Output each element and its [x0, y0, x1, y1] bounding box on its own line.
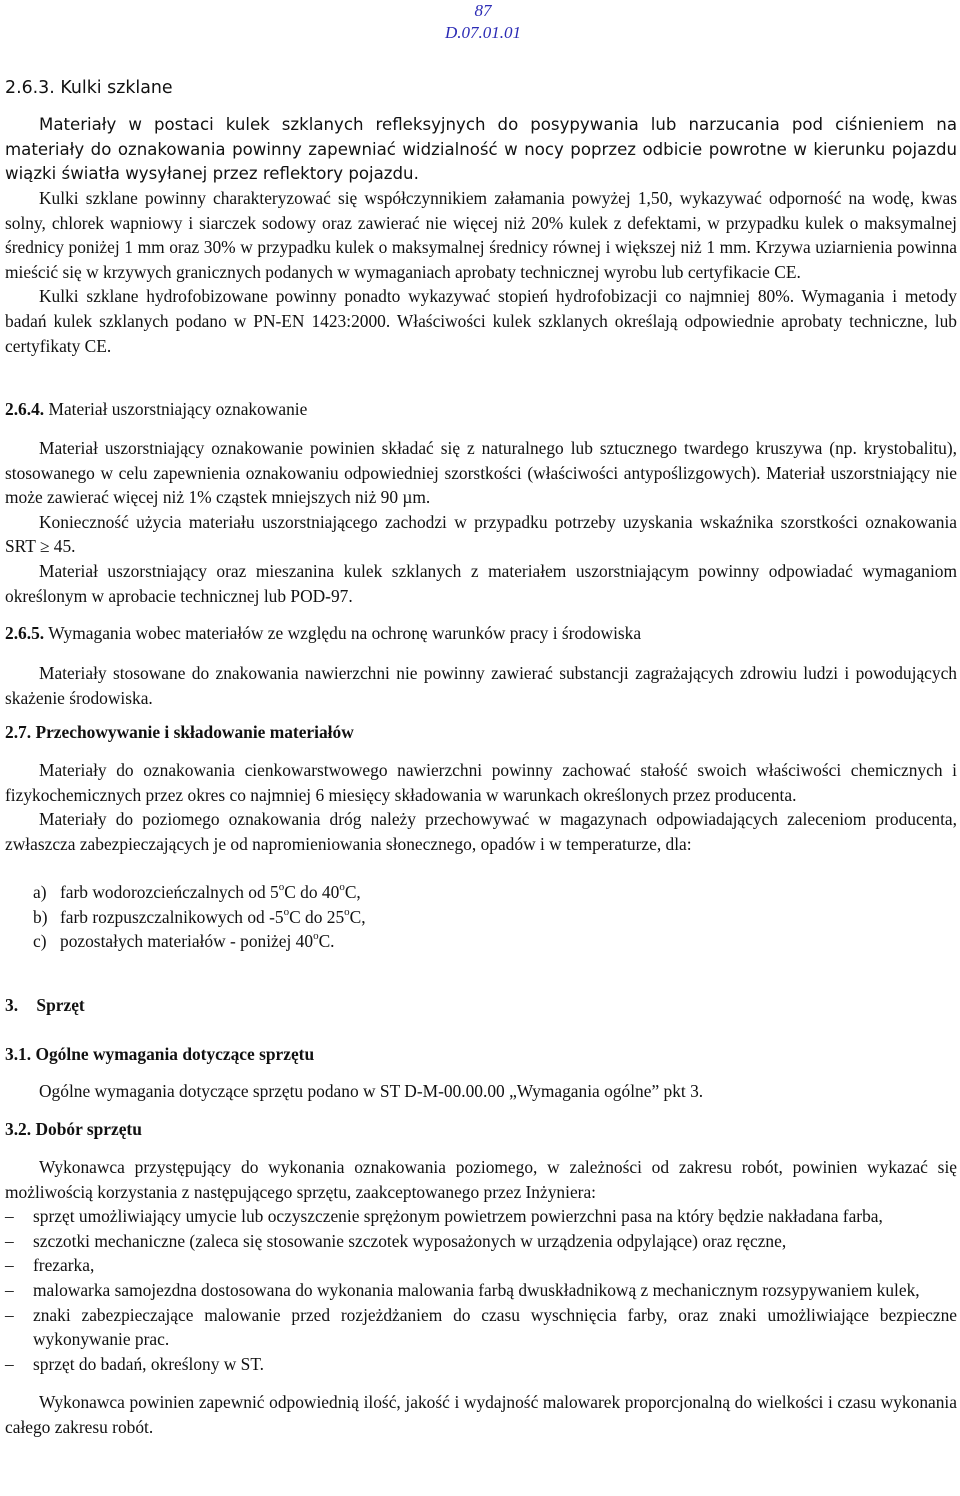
heading-title: Materiał uszorstniający oznakowanie: [48, 399, 308, 419]
section-equipment-selection: [5, 1155, 957, 1440]
heading-number: 2.6.5.: [5, 623, 45, 643]
heading-number: 3.2.: [5, 1119, 32, 1139]
heading-title: Wymagania wobec materiałów ze względu na ochronę warunków pracy i środowiska: [48, 623, 642, 643]
paragraph-storage-conditions: Materiały do poziomego oznakowania dróg należy przechowywać w magazynach odpowiadających zaleceniom producenta, zwłaszcza zabezpieczających je od napromieniowania słonecznego, opadów i w temperaturze, dla:: [5, 809, 957, 854]
heading-number: 2.6.3.: [5, 78, 55, 98]
paragraph-general-requirements: Ogólne wymagania dotyczące sprzętu podano w ST D-M-00.00.00 „Wymagania ogólne” pkt 3.: [39, 1081, 704, 1101]
section-glass-beads-requirements: [5, 186, 957, 358]
paragraph-equipment-quantity: Wykonawca powinien zapewnić odpowiednią ilość, jakość i wydajność malowarek proporcjonalną do wielkości i czasu wykonania całego zakresu robót.: [5, 1392, 957, 1437]
page-number: 87: [474, 1, 492, 20]
heading-title: Dobór sprzętu: [35, 1119, 142, 1139]
storage-temperature-list: [5, 880, 366, 954]
heading-number: 3.1.: [5, 1044, 32, 1064]
heading-2-6-3: [5, 76, 173, 100]
document-code: D.07.01.01: [444, 23, 522, 42]
paragraph-environment: Materiały stosowane do znakowania nawierzchni nie powinny zawierać substancji zagrażających zdrowiu ludzi i powodujących skażenie środowiska.: [5, 663, 957, 708]
heading-title: Ogólne wymagania dotyczące sprzętu: [35, 1044, 315, 1064]
paragraph-roughening-material: Materiał uszorstniający oznakowanie powinien składać się z naturalnego lub sztucznego twardego kruszywa (np. krystobalitu), stosowanego w celu zapewnienia oznakowaniu odpowiedniej szorstkości (właściwości antypoślizgowych). Materiał uszorstniający nie może zawierać więcej niż 1% cząstek mniejszych niż 90 µm.: [5, 438, 957, 508]
list-item: b) farb rozpuszczalnikowych od -5$^o$C do 25$^o$C,: [33, 905, 366, 927]
heading-2-6-5: [5, 621, 641, 645]
heading-2-6-4: [5, 397, 307, 421]
heading-number: 2.7.: [5, 722, 32, 742]
list-item: – znaki zabezpieczające malowanie przed rozjeżdżaniem do czasu wyschnięcia farby, oraz znaki umożliwiające bezpieczne wykonywanie prac.: [5, 1304, 957, 1350]
paragraph-roughening-necessity: Konieczność użycia materiału uszorstniającego zachodzi w przypadku potrzeby uzyskania wskaźnika szorstkości oznakowania SRT ≥ 45.: [5, 511, 957, 557]
heading-3: [5, 993, 85, 1017]
paragraph-glass-beads-hydrophobic: Kulki szklane hydrofobizowane powinny ponadto wykazywać stopień hydrofobizacji co najmniej 80%. Wymagania i metody badań kulek szklanych podano w PN-EN 1423:2000. Właściwości kulek szklanych określają odpowiednie aprobaty techniczne, lub certyfikaty CE.: [5, 286, 957, 356]
heading-3-2: [5, 1117, 142, 1141]
heading-3-1: [5, 1042, 314, 1066]
section-roughening-material: [5, 436, 957, 608]
heading-title: Sprzęt: [36, 995, 85, 1015]
equipment-list: [5, 1204, 957, 1376]
list-item: – frezarka,: [5, 1255, 95, 1276]
heading-number: 2.6.4.: [5, 399, 45, 419]
heading-title: Kulki szklane: [60, 78, 173, 98]
paragraph-glass-beads-purpose: [5, 113, 957, 187]
heading-title: Przechowywanie i składowanie materiałów: [35, 722, 354, 742]
heading-2-7: [5, 720, 354, 744]
list-item: – szczotki mechaniczne (zaleca się stosowanie szczotek wyposażonych w urządzenia odpylające) oraz ręczne,: [5, 1230, 787, 1251]
section-environment: [5, 661, 957, 710]
heading-number: 3.: [5, 995, 19, 1015]
section-storage: [5, 758, 957, 856]
paragraph-text: Materiały w postaci kulek szklanych refleksyjnych do posypywania lub narzucania pod ciśnieniem na materiały do oznakowania powinny zapewniać widzialność w nocy poprzez odbicie powrotne w kierunku pojazdu wiązki światła wysyłanej przez reflektory pojazdu.: [5, 115, 957, 184]
paragraph-glass-beads-properties: Kulki szklane powinny charakteryzować się współczynnikiem załamania powyżej 1,50, wykazywać odporność na wodę, kwas solny, chlorek wapniowy i siarczek sodowy oraz zawierać nie więcej niż 20% kulek z defektami, w przypadku kulek o maksymalnej średnicy poniżej 1 mm oraz 30% w przypadku kulek o maksymalnej średnicy równej i większej niż 1 mm. Krzywa uziarnienia powinna mieścić się w krzywych granicznych podanych w wymaganiach aprobaty technicznej wyrobu lub certyfikacie CE.: [5, 188, 957, 282]
page-header: [423, 0, 543, 44]
paragraph-roughening-mixture: Materiał uszorstniający oraz mieszanina kulek szklanych z materiałem uszorstniającym powinny odpowiadać wymaganiom określonym w aprobacie technicznej lub POD-97.: [5, 560, 957, 606]
list-item: a) farb wodorozcieńczalnych od 5$^o$C do 40$^o$C,: [33, 881, 361, 902]
paragraph-storage-stability: Materiały do oznakowania cienkowarstwowego nawierzchni powinny zachować stałość swoich właściwości chemicznych i fizykochemicznych przez okres co najmniej 6 miesięcy składowania w warunkach określonych przez producenta.: [5, 760, 957, 805]
list-item: – malowarka samojezdna dostosowana do wykonania malowania farbą dwuskładnikową z mechanicznym rozsypywaniem kulek,: [5, 1279, 920, 1300]
list-item: c) pozostałych materiałów - poniżej 40$^o$C.: [33, 930, 335, 951]
list-item: – sprzęt umożliwiający umycie lub oczyszczenie sprężonym powietrzem powierzchni pasa na który będzie nakładana farba,: [5, 1206, 883, 1227]
paragraph-equipment-intro: Wykonawca przystępujący do wykonania oznakowania poziomego, w zależności od zakresu robót, powinien wykazać się możliwością korzystania z następującego sprzętu, zaakceptowanego przez Inżyniera:: [5, 1157, 957, 1202]
list-item: – sprzęt do badań, określony w ST.: [5, 1353, 265, 1374]
